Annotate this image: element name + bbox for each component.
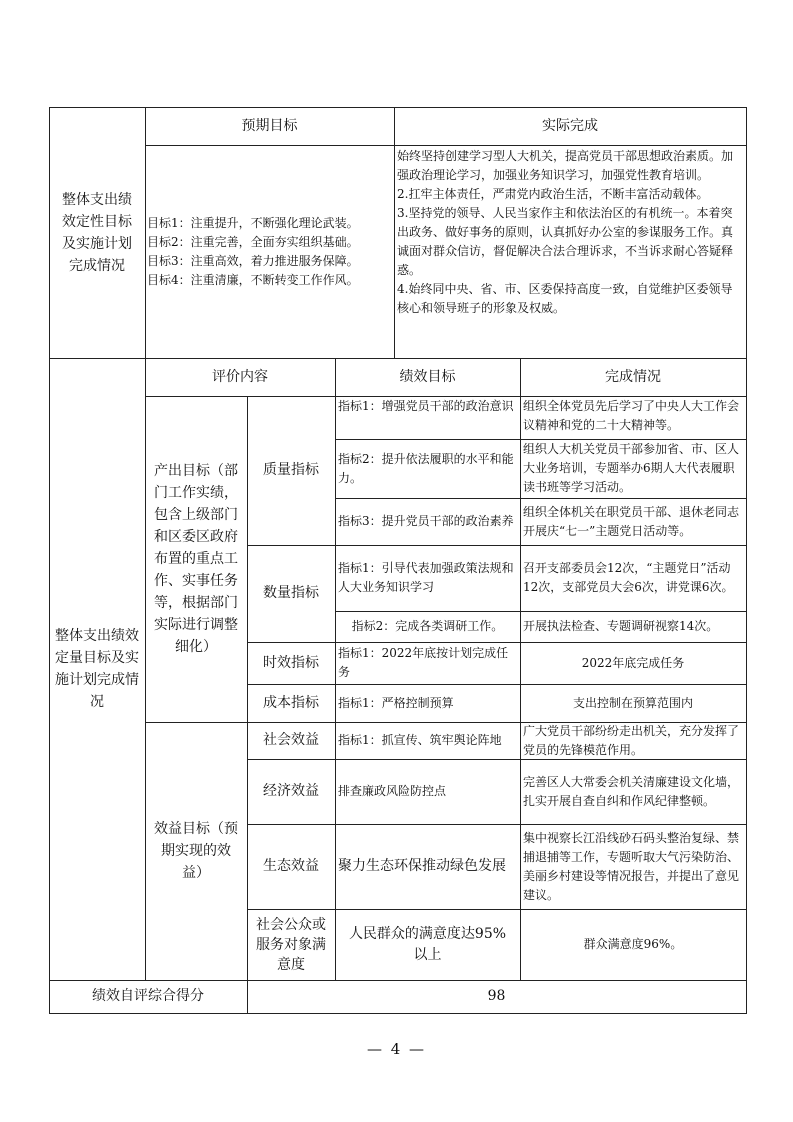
quantity-indicator-label: 数量指标 (263, 585, 319, 601)
row-divider (247, 909, 747, 910)
quantity-status-2: 开展执法检查、专题调研视察14次。 (523, 619, 719, 633)
header-completion-status: 完成情况 (605, 368, 661, 385)
score-value: 98 (487, 988, 506, 1004)
quantity-target-2: 指标2：完成各类调研工作。 (351, 619, 504, 633)
col-divider (335, 358, 336, 980)
section1-label: 整体支出绩效定性目标及实施计划完成情况 (62, 191, 132, 274)
social-benefit-target: 指标1：抓宣传、筑牢舆论阵地 (338, 733, 502, 747)
quality-status-1: 组织全体党员先后学习了中央人大工作会议精神和党的二十大精神等。 (523, 399, 740, 432)
timeliness-target: 指标1：2022年底按计划完成任务 (338, 646, 509, 679)
row-divider (335, 498, 747, 499)
cost-indicator-label: 成本指标 (263, 694, 319, 711)
row-divider (247, 824, 747, 825)
quality-target-1: 指标1：增强党员干部的政治意识 (338, 399, 514, 413)
col-divider (394, 107, 395, 358)
ecological-benefit-target: 聚力生态环保推动绿色发展 (338, 858, 506, 874)
row-divider (145, 722, 747, 723)
expected-target-item: 目标3：注重高效，着力推进服务保障。 (147, 253, 359, 268)
col-divider (520, 358, 521, 980)
row-divider (335, 439, 747, 440)
expected-target-item: 目标1：注重提升，不断强化理论武装。 (147, 215, 359, 230)
actual-paragraph: 2.扛牢主体责任，严肃党内政治生活，不断丰富活动载体。 (397, 187, 709, 201)
header-expected-target: 预期目标 (241, 117, 298, 134)
table-border-top (49, 107, 747, 108)
row-divider (49, 980, 747, 981)
ecological-benefit-label: 生态效益 (263, 858, 319, 874)
row-divider (145, 145, 747, 146)
actual-paragraph: 4.始终同中央、省、市、区委保持高度一致，自觉维护区委领导核心和领导班子的形象及权威。 (397, 282, 733, 315)
expected-target-item: 目标4：注重清廉，不断转变工作作风。 (147, 272, 359, 287)
economic-benefit-label: 经济效益 (263, 783, 319, 799)
table-border-bottom (49, 1013, 747, 1014)
timeliness-indicator-label: 时效指标 (263, 654, 319, 671)
expected-targets-list (145, 145, 394, 358)
timeliness-status: 2022年底完成任务 (581, 655, 685, 670)
quality-status-3: 组织全体机关在职党员干部、退休老同志开展庆“七一”主题党日活动等。 (523, 504, 740, 538)
col-divider (247, 396, 248, 1014)
row-divider (247, 759, 747, 760)
row-divider (247, 684, 747, 685)
output-target-label: 产出目标（部门工作实绩，包含上级部门和区委区政府布置的重点工作、实事任务等，根据部门实际进行调整细化） (154, 463, 238, 655)
table-border-left (49, 107, 50, 1014)
actual-paragraph: 3.坚持党的领导、人民当家作主和依法治区的有机统一。本着突出政务、做好事务的原则，认真抓好办公室的参谋服务工作。真诚面对群众信访，督促解决合法合理诉求，不当诉求耐心答疑释惑。 (397, 206, 734, 277)
expected-target-item: 目标2：注重完善，全面夯实组织基础。 (147, 234, 359, 249)
quality-target-2: 指标2：提升依法履职的水平和能力。 (338, 451, 514, 485)
quality-target-3: 指标3：提升党员干部的政治素养 (338, 514, 514, 528)
section2-label: 整体支出绩效定量目标及实施计划完成情况 (55, 628, 139, 710)
cost-target: 指标1：严格控制预算 (338, 695, 454, 710)
satisfaction-target: 人民群众的满意度达95%以上 (348, 925, 507, 963)
ecological-benefit-status: 集中视察长江沿线砂石码头整治复绿、禁捕退捕等工作，专题听取大气污染防治、美丽乡村建设等情况报告，并提出了意见建议。 (523, 830, 740, 902)
quality-status-2: 组织人大机关党员干部参加省、市、区人大业务培训，专题举办6期人大代表履职读书班等学习活动。 (523, 442, 740, 494)
header-performance-target: 绩效目标 (399, 368, 456, 385)
header-evaluation-content: 评价内容 (212, 368, 268, 385)
col-divider (145, 107, 146, 980)
row-divider (247, 545, 747, 546)
actual-paragraph: 始终坚持创建学习型人大机关，提高党员干部思想政治素质。加强政治理论学习，加强业务知识学习，加强党性教育培训。 (397, 149, 734, 182)
quantity-target-1: 指标1：引导代表加强政策法规和人大业务知识学习 (338, 561, 514, 594)
social-benefit-status: 广大党员干部纷纷走出机关，充分发挥了党员的先锋模范作用。 (523, 723, 740, 757)
cost-status: 支出控制在预算范围内 (572, 695, 693, 710)
row-divider (247, 642, 747, 643)
economic-benefit-target: 排查廉政风险防控点 (338, 784, 447, 798)
header-actual-completion: 实际完成 (542, 117, 598, 134)
quality-indicator-label: 质量指标 (263, 462, 319, 478)
quantity-status-1: 召开支部委员会12次，“主题党日”活动12次，支部党员大会6次，讲党课6次。 (523, 561, 734, 594)
score-label: 绩效自评综合得分 (92, 988, 204, 1004)
benefit-target-label: 效益目标（预期实现的效益） (154, 821, 238, 881)
row-divider (335, 611, 747, 612)
table-border-right (746, 107, 747, 1014)
row-divider (49, 358, 747, 359)
row-divider (145, 396, 747, 397)
page-number: — 4 — (366, 1040, 427, 1058)
social-benefit-label: 社会效益 (263, 732, 319, 748)
satisfaction-status: 群众满意度96%。 (583, 937, 683, 951)
satisfaction-indicator-label: 社会公众或服务对象满意度 (256, 916, 326, 973)
economic-benefit-status: 完善区人大常委会机关清廉建设文化墙，扎实开展自查自纠和作风纪律整顿。 (523, 774, 740, 808)
actual-completion-text (394, 145, 746, 358)
